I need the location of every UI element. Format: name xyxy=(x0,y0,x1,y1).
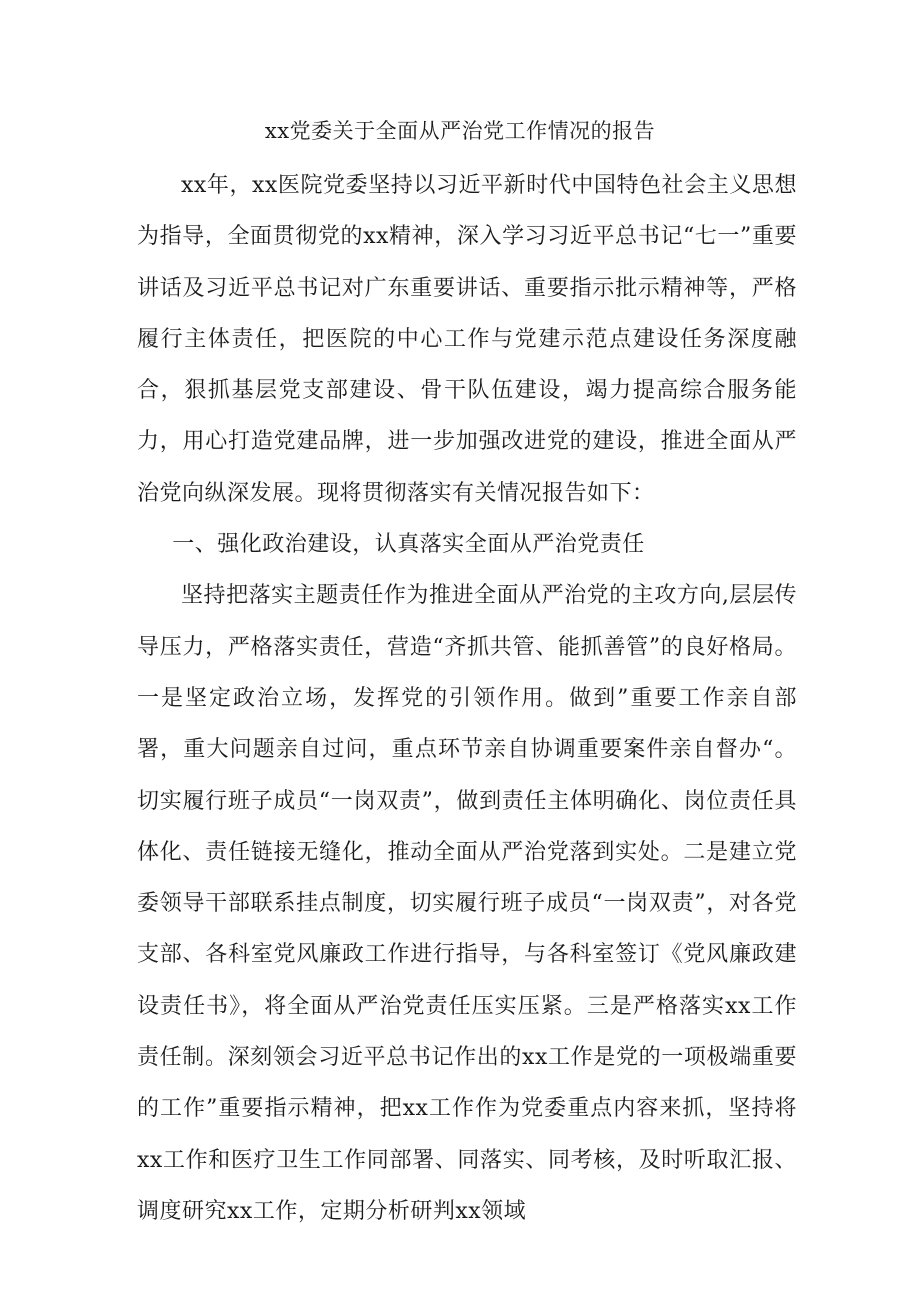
document-title: xx党委关于全面从严治党工作情况的报告 xyxy=(264,119,656,143)
section-1-paragraph: 坚持把落实主题责任作为推进全面从严治党的主攻方向,层层传导压力，严格落实责任，营造“齐抓共管、能抓善管”的良好格局。一是坚定政治立场，发挥党的引领作用。做到”重要工作亲自部署，重大问题亲自过问，重点环节亲自协调重要案件亲自督办“。切实履行班子成员“一岗双责”，做到责任主体明确化、岗位责任具体化、责任链接无缝化，推动全面从严治党落到实处。二是建立党委领导干部联系挂点制度，切实履行班子成员“一岗双责”，对各党支部、各科室党风廉政工作进行指导，与各科室签订《党风廉政建设责任书》，将全面从严治党责任压实压紧。三是严格落实xx工作责任制。深刻领会习近平总书记作出的xx工作是党的一项极端重要的工作”重要指示精神，把xx工作作为党委重点内容来抓，坚持将xx工作和医疗卫生工作同部署、同落实、同考核，及时听取汇报、调度研究xx工作，定期分析研判xx领域 xyxy=(137,583,797,1224)
section-heading-1: 一、强化政治建设，认真落实全面从严治党责任 xyxy=(172,532,645,558)
intro-paragraph: xx年，xx医院党委坚持以习近平新时代中国特色社会主义思想为指导，全面贯彻党的xx精神，深入学习习近平总书记“七一”重要讲话及习近平总书记对广东重要讲话、重要指示批示精神等，严格履行主体责任，把医院的中心工作与党建示范点建设任务深度融合，狠抓基层党支部建设、骨干队伍建设，竭力提高综合服务能力，用心打造党建品牌，进一步加强改进党的建设，推进全面从严治党向纵深发展。现将贯彻落实有关情况报告如下： xyxy=(137,173,797,506)
document-body xyxy=(137,160,797,1237)
